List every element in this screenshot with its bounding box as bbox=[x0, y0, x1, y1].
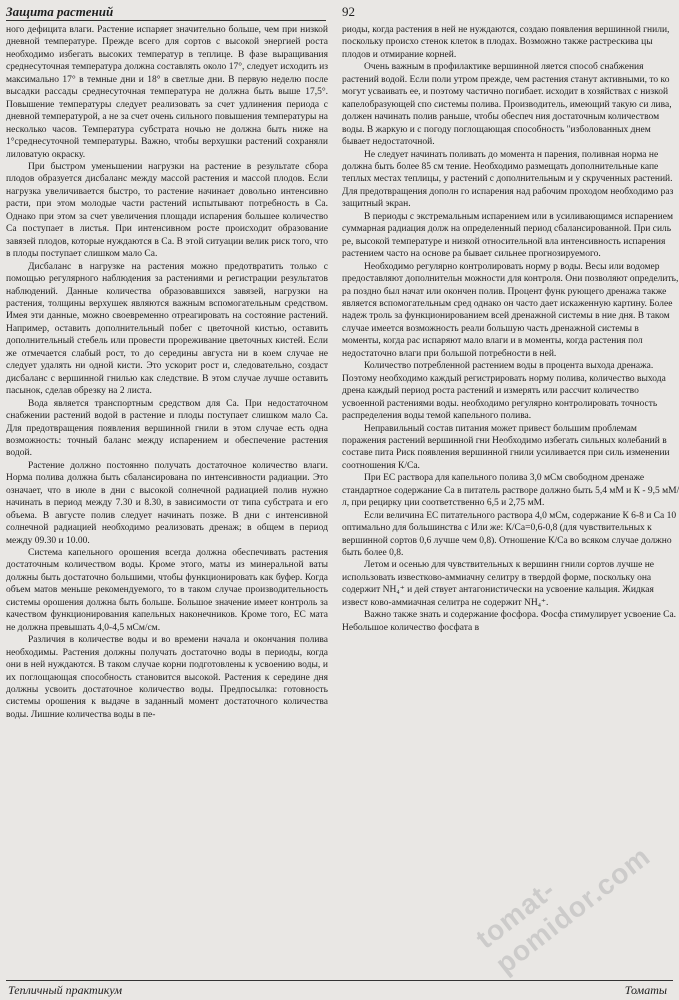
paragraph: Дисбаланс в нагрузке на растения можно предотвратить только с помощью регулярного наблюдения за растениями и регистрации результатов наблюдений. Данные количества образовавшихся завязей, нагрузки на растения, толщины верхушек являются важным вспомогательным средством. Имея эти данные, можно своевременно отреагировать на состояние растений. Например, оставить дополнительный побег с цветочной кистью, оставить дополнительный стебель или провести прореживание цветочных кистей. Если же отмечается слабый рост, то до середины августа ни в коем случае не следует удалять ни одной кисти. Это ускорит рост и, следовательно, создаст дисбаланс с вершинной гнилью как следствие. В этом случае лучше оставить пасынок, сделав обрезку на 2 листа. bbox=[6, 261, 328, 397]
paragraph: Если величина ЕС питательного раствора 4,0 мСм, содержание К 6-8 и Са 10 оптимально для большинства с Или же: К/Са=0,6-0,8 (для чувствительных к вершинной сортов 0,6 лучше чем 0,8). Отношение К/Са во всяком случае должно быть более 0,8. bbox=[342, 510, 677, 559]
page-number: 92 bbox=[342, 4, 355, 19]
paragraph: При быстром уменьшении нагрузки на растение в результате сбора плодов образуется дисбаланс между массой растения и массой плодов. Если нагрузка увеличивается быстро, то растение начинает довольно интенсивно расти, при этом молодые части растений испытывают потребность в Са. Однако при этом за счет увеличения площади испарения большее количество Са поступает в листья. При интенсивном росте происходит образование завязей плодов, которые нуждаются в Са. В этой ситуации велик риск того, что в плоды поступает слишком мало Са. bbox=[6, 161, 328, 260]
paragraph: риоды, когда растения в ней не нуждаются, создаю появления вершинной гнили, поскольку происхо стенок клеток в плодах. Возможно также растрескива цы плодов и отмирание корней. bbox=[342, 25, 670, 60]
paragraph: Количество потребленной растением воды в процента выхода дренажа. Поэтому необходимо каждый регистрировать норму полива, количество выхода дрена каждый период роста растений и измерять или рассчит количество усвоенной растениями воды. необходимо регулярно контролировать точность распределения воды темой капельного полива. bbox=[342, 361, 666, 422]
page-footer bbox=[0, 978, 679, 1000]
watermark: tomat-pomidor.com bbox=[470, 840, 656, 980]
paragraph: Необходимо регулярно контролировать норму р воды. Весы или водомер предоставляют дополнительн можности для контроля. Они позволяют определить, ра поздно был начат или окончен полив. Процент функ рующего дренажа также является вспомогательным сред однако он часто дает искаженную картину. Более надеж троль за функционированием всей дренажной системы в ние дня. В таком случае имеется возможность реали большую часть дренажной системы в моменты, когда рас испаряют мало влаги и в моменты, когда растения пол недостаточно влаги при большой потребности в ней. bbox=[342, 261, 679, 359]
paragraph: Различия в количестве воды и во времени начала и окончания полива необходимы. Растения должны получать достаточно воды в периоды, когда они в ней нуждаются. В таком случае корни подготовлены к усвоению воды, и их поглощающая способность становится высокой. Растения к середине дня должны усвоить достаточное количество воды. Предпосылка: готовность системы орошения к выдаче в заданный момент достаточного количества воды. Лишние количества воды в пе- bbox=[6, 635, 328, 720]
paragraph: Очень важным в профилактике вершинной ляется способ снабжения растений водой. Если поли утром прежде, чем растения станут активными, то ко могут усваивать ее, и поэтому частично погибает. исходит в хозяйствах с низкой капелобразующей спо системы полива. Производитель, имеющий такую си лива, должен начинать полив раньше, чтобы обеспеч ния достаточным количеством воды. В жаркую и с погоду поглощающая способность "изболованных днем бывает недостаточной. bbox=[342, 62, 672, 148]
footer-section: Томаты bbox=[624, 983, 667, 997]
book-title: Тепличный практикум bbox=[8, 983, 123, 997]
paragraph: Растение должно постоянно получать достаточное количество влаги. Норма полива должна быть сбалансирована по интенсивности радиации. Это означает, что в июле в дни с высокой солнечной радиацией полив нужно начинать в период между 7.30 и 8.30, в зависимости от типа субстрата и его объема. В августе полив следует начинать позже. В дни с интенсивной солнечной радиацией необходимо реализовать дренаж; в общем в период между 09.30 и 10.00. bbox=[6, 460, 328, 546]
footer-rule bbox=[6, 980, 673, 981]
paragraph: Не следует начинать поливать до момента н парения, поливная норма не должна быть более 85 см тение. Необходимо размещать дополнительные капе теплых местах теплицы, у растений с дополнительным и у скрученных растений. Для предотвращения дополн го испарения над рабочим проходом необходимо раз защитный экран. bbox=[342, 149, 674, 210]
paragraph: Система капельного орошения всегда должна обеспечивать растения достаточным количеством воды. Кроме этого, маты из минеральной ваты должны быть достаточно большими, чтобы функционировать как буфер. Когда объем матов меньше рекомендуемого, то в таком случае производительность системы орошения должна быть больше. Большое значение имеет контроль за качеством функционирования капельных наконечников. Кроме того, ЕС мата не должна превышать 4,0-4,5 мСм/см. bbox=[6, 548, 328, 633]
left-column bbox=[6, 24, 328, 970]
paragraph: В периоды с экстремальным испарением или в усиливающимся испарением суммарная радиация долж на определенный период сбалансированной. При силь ре, высокой температуре и низкой относительной вла интенсивность испарения растением часто на основе ра бывает сильнее прогнозируемого. bbox=[342, 211, 673, 260]
paragraph: Важно также знать и содержание фосфора. Фосфа стимулирует усвоение Са. Небольшое количество фосфата в bbox=[342, 610, 677, 633]
paragraph: Неправильный состав питания может привест большим проблемам поражения растений вершинной гни Необходимо избегать сильных колебаний в составе пита Риск появления вершинной гнили усиливается при силь изменении соотношения К/Са. bbox=[342, 423, 670, 471]
paragraph: При ЕС раствора для капельного полива 3,0 мСм свободном дренаже стандартное содержание Са в питатель растворе должно быть 5,4 мМ и К - 9,5 мМ/л, при рецирку ции соответственно 6,5 и 2,75 мМ. bbox=[342, 473, 679, 509]
paragraph: ного дефицита влаги. Растение испаряет значительно больше, чем при низкой дневной температуре. Прежде всего для сортов с высокой энергией роста необходимо избегать высоких температур в теплице. В фазе выращивания среднесуточная температура должна составлять около 17°, следует исходить из максимально 17° в темные дни и 18° в светлые дни. В первую неделю после высадки рассады среднесуточная температура не должна быть выше 17,5°. Повышение температуры следует реализовать за счет удлинения периода с дневной температурой, а не за счет очень сильного повышения температуры на несколько часов. Температура субстрата ночью не должна быть ниже на 1°среднесуточной температуры. Важно, чтобы верхушки растений сохраняли лиловатую окраску. bbox=[6, 25, 328, 160]
header-rule bbox=[6, 20, 326, 21]
section-title: Защита растений bbox=[6, 4, 114, 19]
paragraph: Летом и осенью для чувствительных к вершинн гнили сортов лучше не использовать известково-аммиачну селитру в твердой форме, поскольку она содержит NH₄⁺ и дей ствует антагонистически на усвоение кальция. Жидкая извест ково-аммиачная селитра не содержит NH₄⁺. bbox=[342, 560, 655, 608]
paragraph: Вода является транспортным средством для Са. При недостаточном снабжении растений водой в растение и плоды поступает слишком мало Са. Для предотвращения появления вершинной гнили в этом случае есть одна возможность: точный баланс между испарением и обеспечение растения водой. bbox=[6, 398, 328, 459]
